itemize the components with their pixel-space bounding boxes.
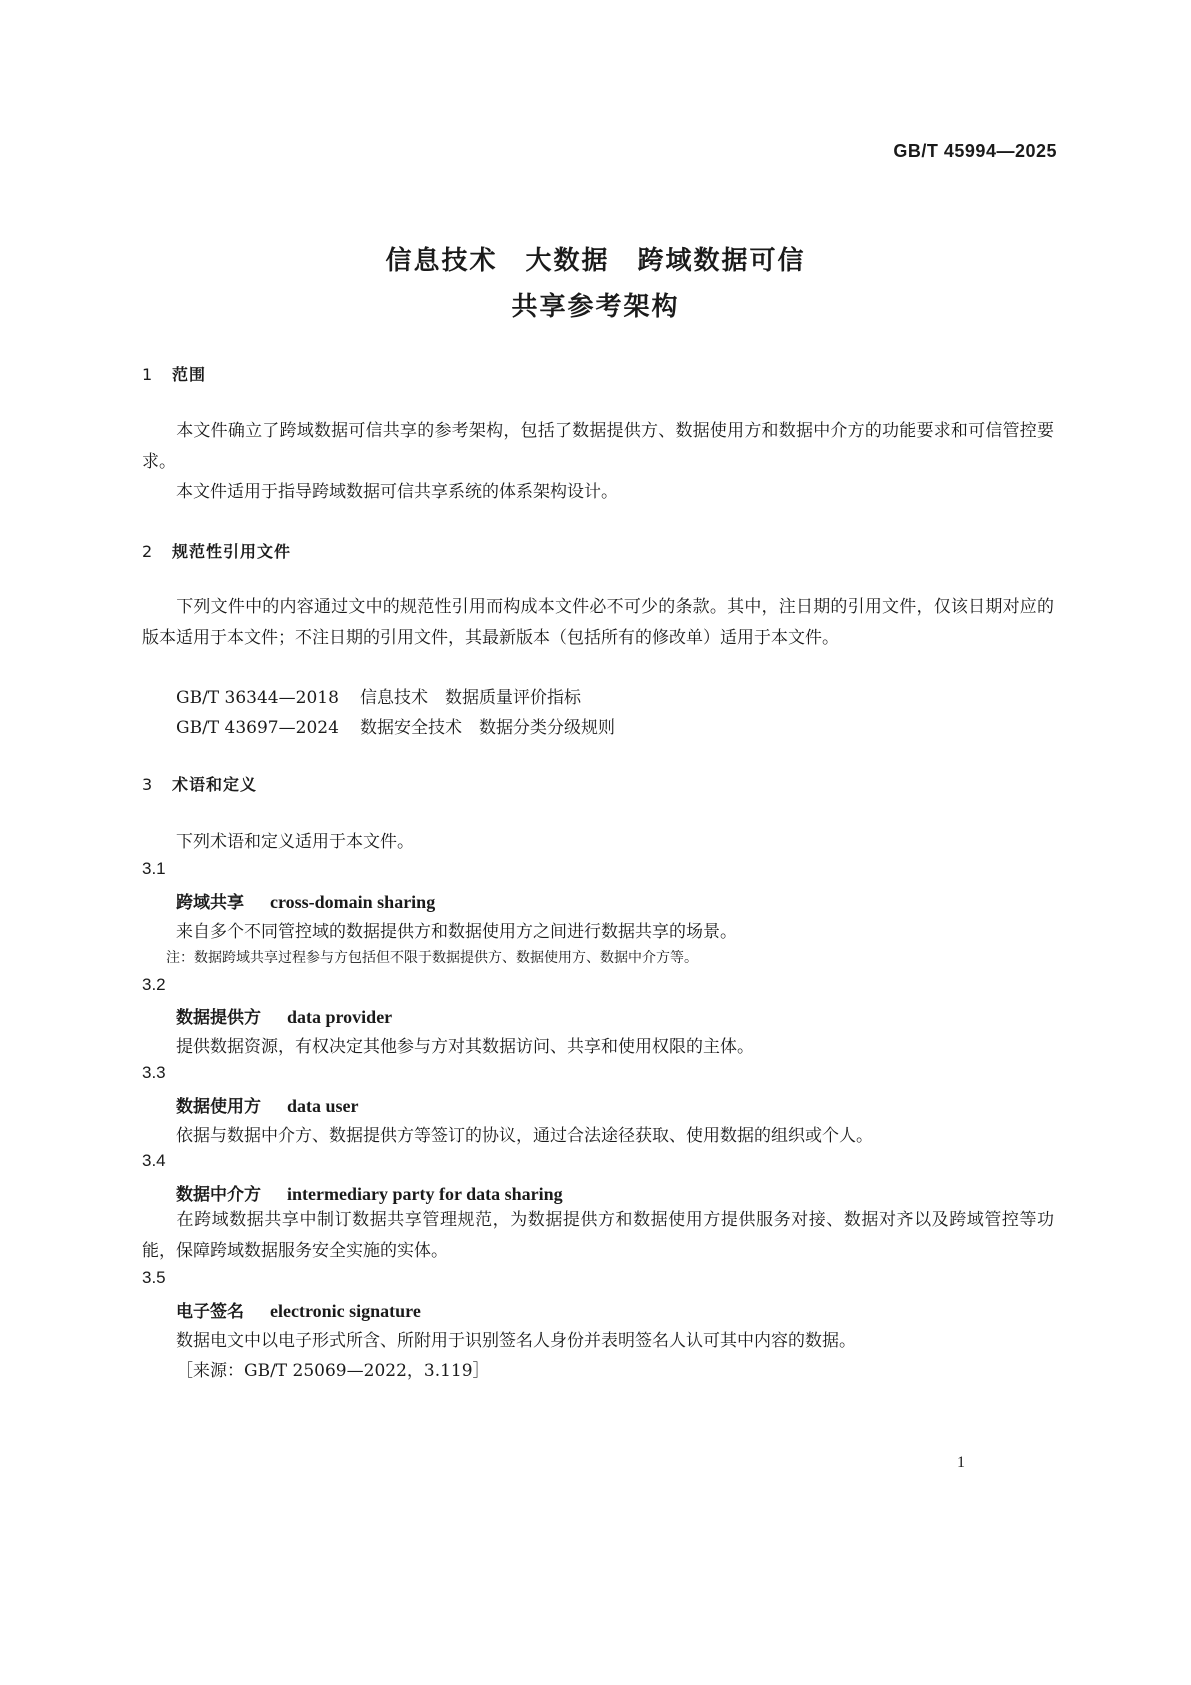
- term-definition: 数据电文中以电子形式所含、所附用于识别签名人身份并表明签名人认可其中内容的数据。: [176, 1331, 856, 1351]
- section-number: 2: [142, 542, 154, 561]
- page-number: 1: [957, 1454, 965, 1471]
- section-title: 范围: [172, 365, 207, 384]
- paragraph-text: 本文件确立了跨域数据可信共享的参考架构，包括了数据提供方、数据使用方和数据中介方的功能要求和可信管控要求。: [142, 421, 1054, 472]
- term-en: data provider: [287, 1007, 393, 1027]
- section-1-paragraph-2: [142, 477, 1054, 508]
- term-en: data user: [287, 1096, 359, 1116]
- section-1-paragraph-1: [142, 416, 1054, 478]
- term-definition: 依据与数据中介方、数据提供方等签订的协议，通过合法途径获取、使用数据的组织或个人。: [176, 1126, 873, 1146]
- term-number: 3.4: [142, 1151, 166, 1170]
- reference-title: 信息技术 数据质量评价指标: [360, 688, 581, 708]
- term-cn: 数据提供方: [176, 1008, 261, 1028]
- standard-code: GB/T 45994—2025: [893, 141, 1057, 161]
- section-title: 规范性引用文件: [172, 542, 292, 561]
- paragraph-text: 本文件适用于指导跨域数据可信共享系统的体系架构设计。: [176, 482, 618, 502]
- reference-title: 数据安全技术 数据分类分级规则: [360, 718, 615, 738]
- term-definition: [142, 1205, 1054, 1267]
- term-cn: 电子签名: [176, 1302, 244, 1322]
- section-2-paragraph-1: [142, 592, 1054, 654]
- term-title: [176, 1092, 359, 1117]
- reference-code: GB/T 36344—2018: [176, 688, 339, 708]
- term-cn: 跨域共享: [176, 893, 244, 913]
- section-2-heading: [142, 539, 291, 562]
- section-number: 3: [142, 775, 154, 794]
- section-title: 术语和定义: [172, 775, 258, 794]
- section-1-heading: [142, 362, 206, 385]
- term-number: 3.5: [142, 1268, 166, 1287]
- paragraph-text: 下列文件中的内容通过文中的规范性引用而构成本文件必不可少的条款。其中，注日期的引用文件，仅该日期对应的版本适用于本文件；不注日期的引用文件，其最新版本（包括所有的修改单）适用于本文件。: [142, 597, 1054, 648]
- term-title: [176, 1297, 421, 1322]
- normative-reference: [176, 683, 581, 708]
- document-title-line1: 信息技术 大数据 跨域数据可信: [385, 246, 806, 276]
- paragraph-text: 在跨域数据共享中制订数据共享管理规范，为数据提供方和数据使用方提供服务对接、数据对齐以及跨域管控等功能，保障跨域数据服务安全实施的实体。: [142, 1210, 1054, 1261]
- section-3-intro: 下列术语和定义适用于本文件。: [176, 832, 414, 852]
- term-en: cross-domain sharing: [270, 892, 436, 912]
- term-title: [176, 1180, 563, 1205]
- term-number: 3.2: [142, 975, 166, 994]
- term-note: 注：数据跨域共享过程参与方包括但不限于数据提供方、数据使用方、数据中介方等。: [166, 950, 698, 966]
- term-cn: 数据中介方: [176, 1185, 261, 1205]
- term-source: ［来源：GB/T 25069—2022，3.119］: [176, 1361, 490, 1381]
- term-en: intermediary party for data sharing: [287, 1184, 563, 1204]
- term-number: 3.3: [142, 1063, 166, 1082]
- normative-reference: [176, 713, 615, 738]
- term-definition: 提供数据资源，有权决定其他参与方对其数据访问、共享和使用权限的主体。: [176, 1037, 754, 1057]
- term-number: 3.1: [142, 859, 166, 878]
- term-en: electronic signature: [270, 1301, 421, 1321]
- term-definition: 来自多个不同管控域的数据提供方和数据使用方之间进行数据共享的场景。: [176, 922, 737, 942]
- term-title: [176, 1003, 392, 1028]
- reference-code: GB/T 43697—2024: [176, 718, 339, 738]
- term-cn: 数据使用方: [176, 1097, 261, 1117]
- section-number: 1: [142, 365, 154, 384]
- section-3-heading: [142, 772, 257, 795]
- term-title: [176, 888, 435, 913]
- document-title-line2: 共享参考架构: [511, 292, 680, 322]
